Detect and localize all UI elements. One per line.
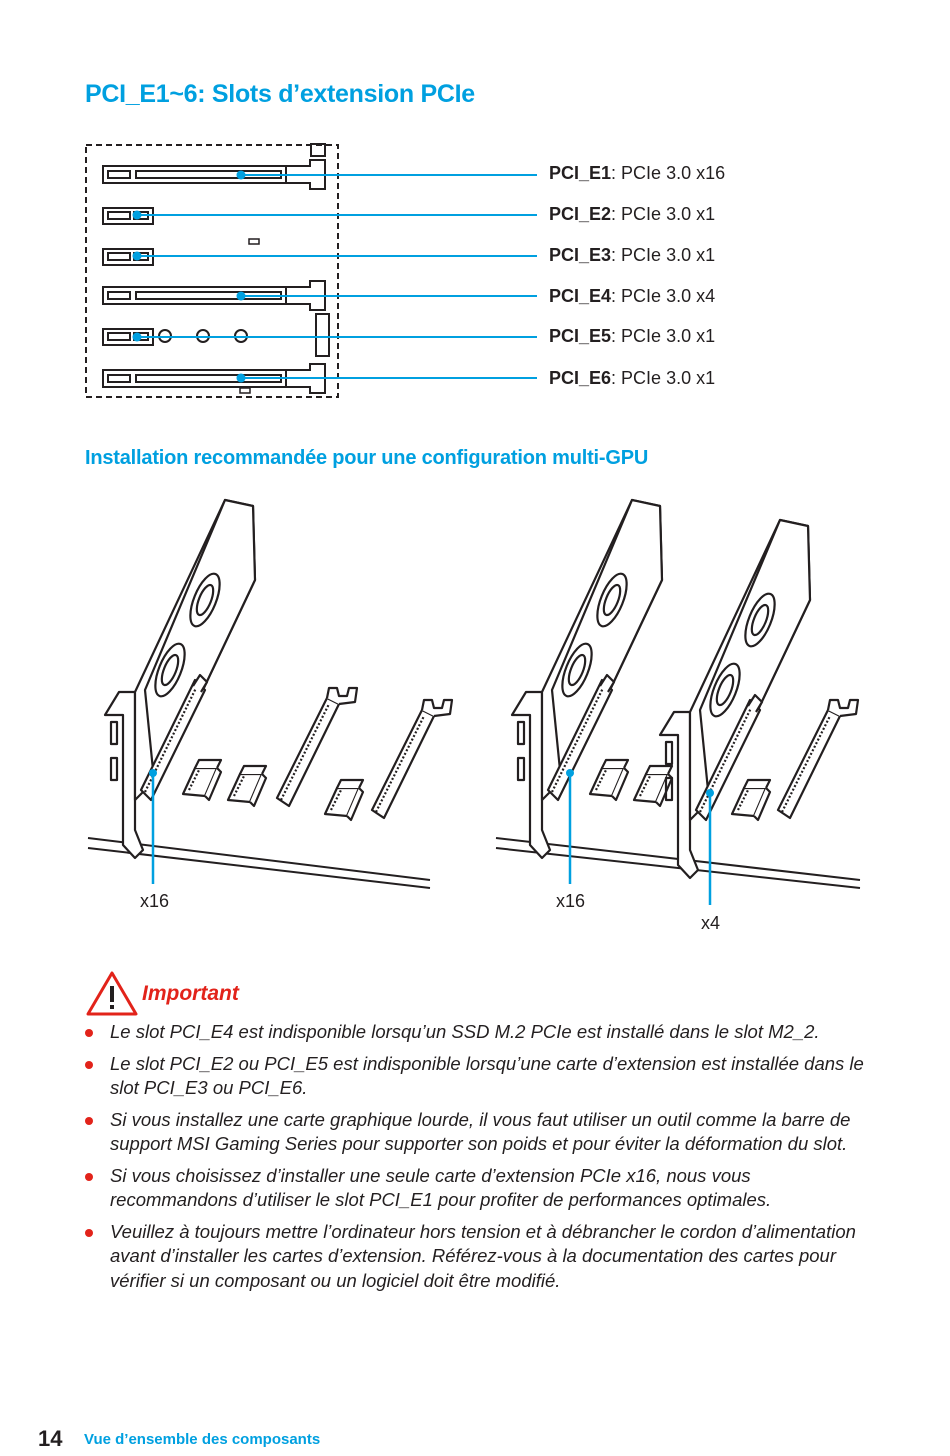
warning-triangle-icon	[85, 970, 139, 1018]
note-item: Le slot PCI_E2 ou PCI_E5 est indisponible lorsqu’une carte d’extension est installée dans le slot PCI_E3 ou PCI_E6.	[85, 1052, 875, 1101]
dual-gpu-scene	[496, 500, 860, 905]
section-subtitle: Installation recommandée pour une configuration multi-GPU	[85, 447, 649, 469]
footer-section-title: Vue d’ensemble des composants	[84, 1431, 321, 1448]
important-notes-list	[85, 1020, 875, 1300]
note-item: Si vous installez une carte graphique lourde, il vous faut utiliser un outil comme la barre de support MSI Gaming Series pour supporter son poids et pour éviter la déformation du slot.	[85, 1108, 875, 1157]
slot-label-pci-e2: PCI_E2: PCIe 3.0 x1	[549, 204, 716, 224]
slot-label-pci-e4: PCI_E4: PCIe 3.0 x4	[549, 286, 716, 306]
lane-label-left-x16: x16	[140, 891, 170, 911]
single-gpu-scene	[88, 500, 452, 888]
lane-label-right-x4: x4	[701, 913, 721, 933]
important-heading: Important	[142, 982, 239, 1005]
note-item: Le slot PCI_E4 est indisponible lorsqu’un SSD M.2 PCIe est installé dans le slot M2_2.	[85, 1020, 875, 1045]
bullet-icon	[85, 1117, 93, 1125]
slot-label-pci-e3: PCI_E3: PCIe 3.0 x1	[549, 245, 716, 265]
bullet-icon	[85, 1061, 93, 1069]
slot-label-pci-e5: PCI_E5: PCIe 3.0 x1	[549, 326, 716, 346]
note-item: Veuillez à toujours mettre l’ordinateur hors tension et à débrancher le cordon d’alimentation avant d’installer les cartes d’extension. Référez-vous à la documentation des cartes pour vérifier si un composant ou un logiciel doit être modifié.	[85, 1220, 875, 1294]
page-number: 14	[38, 1426, 63, 1451]
bullet-icon	[85, 1029, 93, 1037]
bullet-icon	[85, 1173, 93, 1181]
note-item: Si vous choisissez d’installer une seule carte d’extension PCIe x16, nous vous recommandons d’utiliser le slot PCI_E1 pour profiter de performances optimales.	[85, 1164, 875, 1213]
slot-label-pci-e6: PCI_E6: PCIe 3.0 x1	[549, 368, 716, 388]
bullet-icon	[85, 1229, 93, 1237]
lane-label-right-x16: x16	[556, 891, 586, 911]
slot-label-pci-e1: PCI_E1: PCIe 3.0 x16	[549, 163, 726, 183]
page-title: PCI_E1~6: Slots d’extension PCIe	[85, 80, 475, 108]
